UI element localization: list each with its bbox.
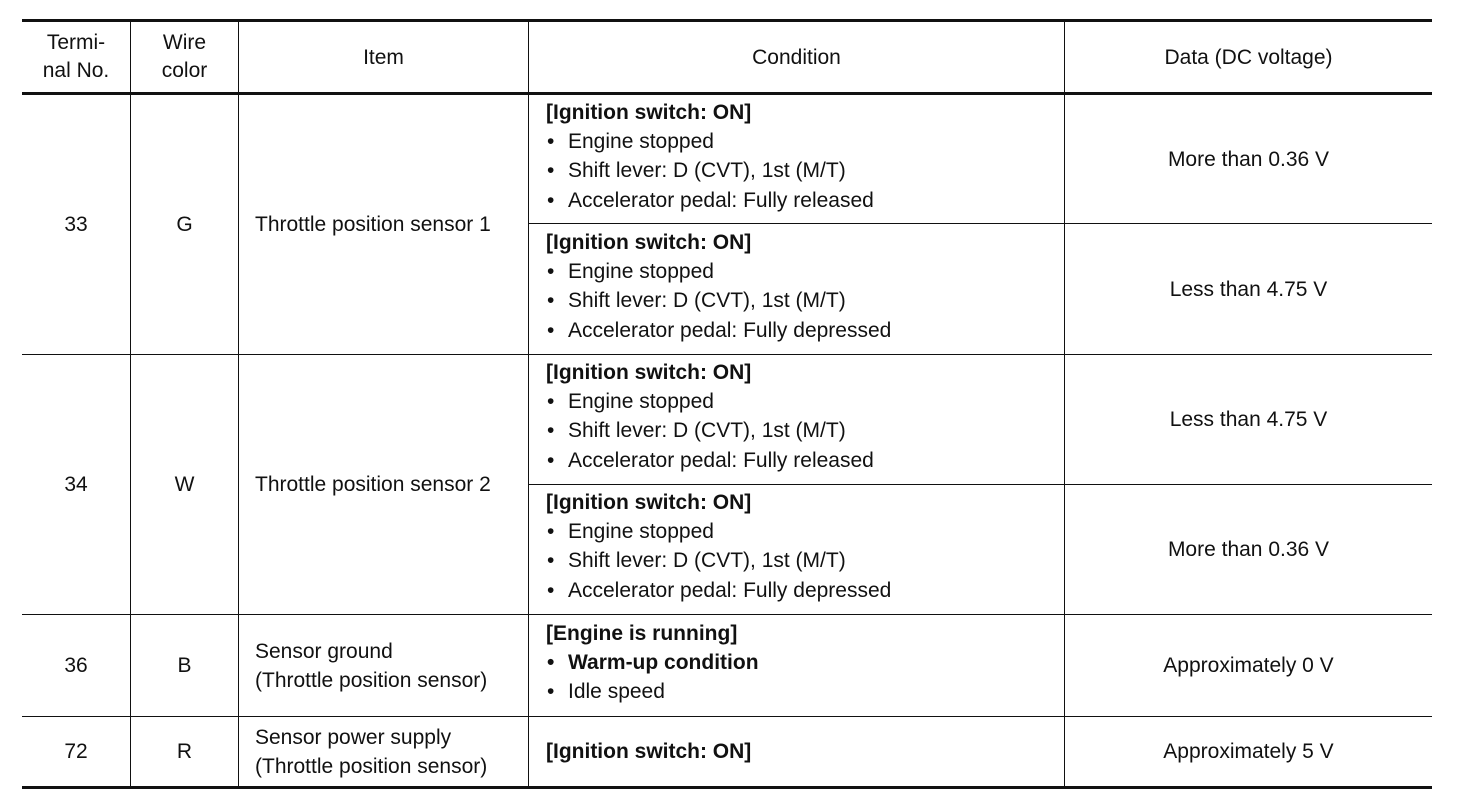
condition-block	[546, 228, 891, 345]
condition-item: • Idle speed	[546, 677, 759, 706]
condition-title: [Ignition switch: ON]	[546, 491, 752, 514]
item-name: Throttle position sensor 2	[255, 473, 491, 496]
condition-item: • Shift lever: D (CVT), 1st (M/T)	[546, 416, 874, 445]
terminal-no: 34	[64, 473, 88, 496]
data-value: Less than 4.75 V	[1169, 277, 1328, 301]
condition-item: • Engine stopped	[546, 257, 891, 286]
wire-color: W	[174, 473, 195, 496]
condition-item: • Warm-up condition	[546, 648, 759, 677]
condition-item: • Accelerator pedal: Fully released	[546, 446, 874, 475]
condition-item: • Engine stopped	[546, 127, 874, 156]
condition-item: • Shift lever: D (CVT), 1st (M/T)	[546, 286, 891, 315]
data-value: Less than 4.75 V	[1169, 408, 1328, 431]
terminal-no: 72	[64, 740, 88, 763]
item-name: Throttle position sensor 1	[255, 213, 491, 236]
condition-block	[546, 619, 759, 707]
condition-item: • Shift lever: D (CVT), 1st (M/T)	[546, 546, 891, 575]
data-value: More than 0.36 V	[1167, 147, 1330, 171]
condition-block	[546, 98, 874, 215]
wire-color: B	[177, 654, 192, 677]
condition-title: [Ignition switch: ON]	[546, 740, 752, 763]
header-terminal-no: Termi- nal No.	[42, 31, 110, 82]
condition-title: [Engine is running]	[546, 622, 738, 645]
wire-color: G	[176, 213, 193, 236]
data-value: Approximately 0 V	[1163, 654, 1334, 677]
condition-block	[546, 488, 891, 605]
condition-item: • Accelerator pedal: Fully depressed	[546, 576, 891, 605]
data-value: More than 0.36 V	[1167, 538, 1330, 561]
bottom-rule	[22, 786, 1432, 789]
column-divider	[238, 21, 239, 787]
condition-title: [Ignition switch: ON]	[546, 101, 752, 124]
condition-block	[546, 358, 874, 475]
condition-item: • Shift lever: D (CVT), 1st (M/T)	[546, 156, 874, 185]
data-value: Approximately 5 V	[1163, 740, 1334, 763]
wire-color: R	[176, 740, 193, 763]
header-item: Item	[363, 45, 404, 69]
condition-item: • Engine stopped	[546, 387, 874, 416]
condition-title: [Ignition switch: ON]	[546, 361, 752, 384]
condition-item: • Accelerator pedal: Fully released	[546, 186, 874, 215]
terminal-no: 33	[64, 213, 88, 236]
header-data: Data (DC voltage)	[1164, 45, 1333, 69]
header-condition: Condition	[752, 45, 841, 69]
condition-item: • Accelerator pedal: Fully depressed	[546, 316, 891, 345]
condition-item: • Engine stopped	[546, 517, 891, 546]
column-divider	[528, 21, 529, 787]
condition-title: [Ignition switch: ON]	[546, 231, 752, 254]
header-wire-color: Wire color	[161, 31, 208, 82]
item-name: Sensor ground (Throttle position sensor)	[255, 639, 488, 692]
terminal-no: 36	[64, 654, 88, 677]
item-name: Sensor power supply (Throttle position sensor)	[255, 725, 488, 778]
